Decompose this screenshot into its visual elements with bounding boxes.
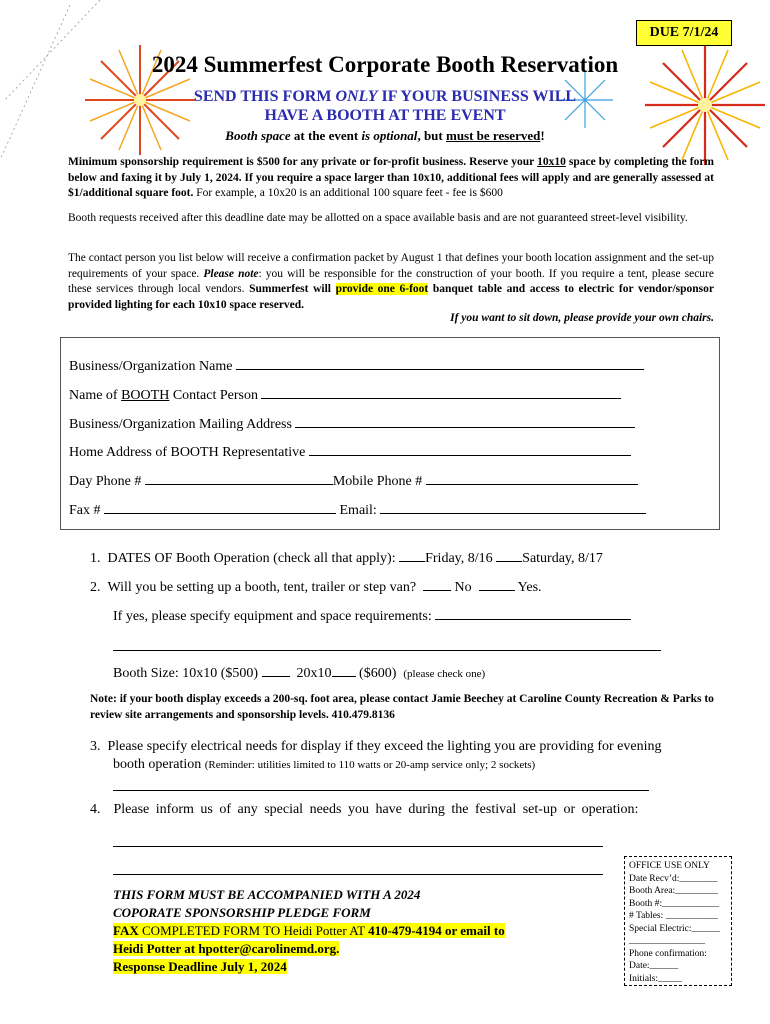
special-needs-line-2[interactable] [113,874,603,875]
size-note: Note: if your booth display exceeds a 200-sq. foot area, please contact Jamie Beechey at Caroline County Recreation & Parks to review site arrangements and sponsorship levels. 410.479.8136 [90,693,714,721]
sparkle-trail-icon [0,0,110,170]
phone-fields[interactable]: Day Phone # Mobile Phone # [69,472,638,490]
org-name-field[interactable]: Business/Organization Name [69,357,644,375]
question-4: 4. Please inform us of any special needs you have during the festival set-up or operation: [90,802,639,817]
office-use-box: OFFICE USE ONLY Date Recv’d:________ Booth Area:_________ Booth #:____________ # Tables: ___________ Special Electric:______ ________________ Phone confirmation: Date:______ Initials:_____ [624,856,732,986]
chairs-note: If you want to sit down, please provide your own chairs. [450,312,714,324]
question-2: 2. Will you be setting up a booth, tent, trailer or step van? No Yes. [90,580,542,595]
electrical-line[interactable] [113,790,649,791]
question-3: 3. Please specify electrical needs for display if they exceed the lighting you are providing for evening booth operation (Reminder: utilities limited to 110 watts or 20-amp service only; 2 sockets) [90,739,662,772]
booth-size-field[interactable]: Booth Size: 10x10 ($500) 20x10 ($600) (please check one) [113,666,486,681]
deadline-paragraph: Booth requests received after this deadline date may be allotted on a space available basis and are not guaranteed street-level visibility. [68,212,688,224]
fax-email-fields[interactable]: Fax # Email: [69,501,646,519]
home-address-field[interactable]: Home Address of BOOTH Representative [69,443,631,461]
contact-person-field[interactable]: Name of BOOTH Contact Person [69,386,621,404]
special-needs-line-1[interactable] [113,846,603,847]
contact-info-box [60,337,720,530]
footer-instructions: THIS FORM MUST BE ACCOMPANIED WITH A 2024 COPORATE SPONSORSHIP PLEDGE FORM FAX COMPLETED FORM TO Heidi Potter AT 410-479-4194 or email to Heidi Potter at hpotter@carolinemd.org. Response Deadline July 1, 2024 [113,887,505,974]
sponsorship-paragraph: Minimum sponsorship requirement is $500 for any private or for-profit business. Reserve your 10x10 space by completing the form below and faxing it by July 1, 2024. If you require a space larger than 10x10, additional fees will apply and are generally assessed at $1/additional square foot. For example, a 10x20 is an additional 100 square feet - fee is $600 [68,156,714,199]
confirmation-paragraph: The contact person you list below will receive a confirmation packet by August 1 that defines your booth location assignment and the set-up requirements of your space. Please note: you will be responsible for the construction of your booth. If you require a tent, please secure these services through local vendors. Summerfest will provide one 6-foot banquet table and access to electric for vendor/sponsor provided lighting for each 10x10 space reserved. [68,252,715,311]
question-1: 1. DATES OF Booth Operation (check all that apply): Friday, 8/16 Saturday, 8/17 [90,551,603,566]
mailing-address-field[interactable]: Business/Organization Mailing Address [69,415,635,433]
due-date-badge: DUE 7/1/24 [636,20,732,46]
subtitle: SEND THIS FORM ONLY IF YOUR BUSINESS WILL HAVE A BOOTH AT THE EVENT [193,88,577,124]
page-title: 2024 Summerfest Corporate Booth Reservation [151,52,619,77]
equipment-line[interactable] [113,650,661,651]
optional-note: Booth space at the event is optional, but must be reserved! [225,128,545,143]
equipment-requirements-field[interactable]: If yes, please specify equipment and space requirements: [113,607,631,625]
